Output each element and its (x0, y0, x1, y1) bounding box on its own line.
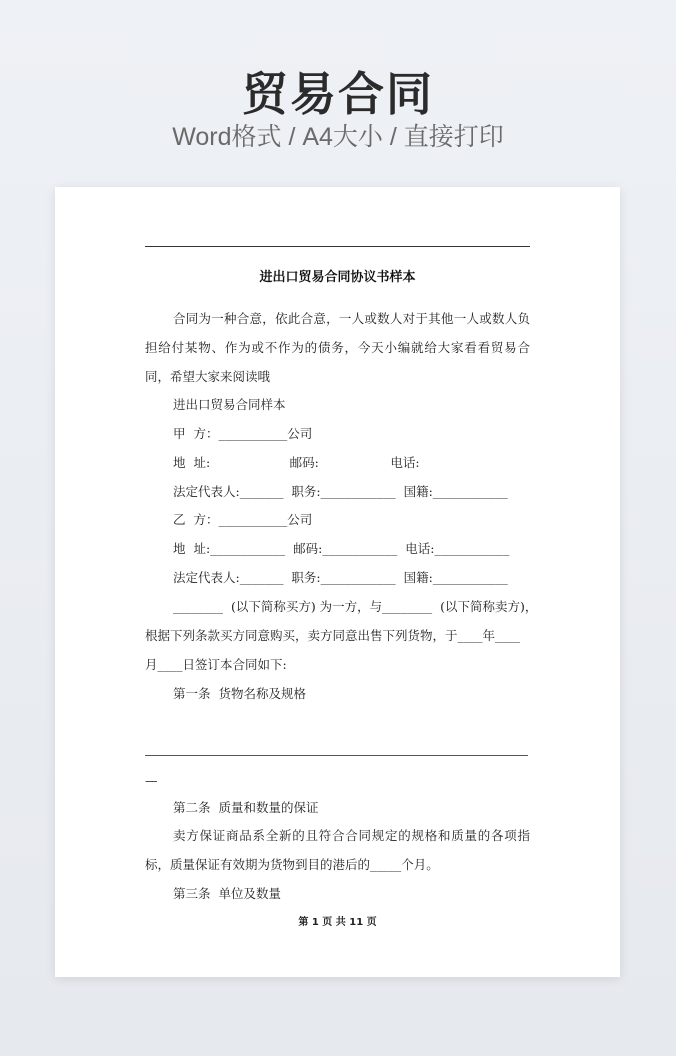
party-b-rep-line: 法定代表人:_______ 职务:____________ 国籍:____________ (173, 570, 508, 585)
trailing-dash: — (145, 773, 158, 788)
article-3-heading: 第三条 单位及数量 (173, 886, 281, 901)
party-a-address-line: 地 址: 邮码: 电话: (173, 455, 420, 470)
agreement-line-2: 根据下列条款买方同意购买，卖方同意出售下列货物，于____年____ (145, 628, 521, 643)
party-a-line: 甲 方：___________公司 (173, 426, 313, 441)
document-title: 进出口贸易合同协议书样本 (259, 270, 416, 285)
hero-title: 贸易合同 (242, 67, 434, 121)
fill-in-rule (145, 755, 528, 756)
hero-subtitle: Word格式 / A4大小 / 直接打印 (172, 123, 504, 151)
party-b-address-line: 地 址:____________ 邮码:____________ 电话:____________ (173, 541, 510, 556)
page-footer: 第 1 页 共 11 页 (298, 917, 377, 928)
party-b-line: 乙 方：___________公司 (173, 512, 313, 527)
article-1-heading: 第一条 货物名称及规格 (173, 686, 306, 701)
top-rule (145, 246, 530, 247)
agreement-line-1: ________ (以下简称买方) 为一方，与________ (以下简称卖方)， (173, 599, 538, 614)
intro-paragraph: 合同为一种合意，依此合意，一人或数人对于其他一人或数人负担给付某物、作为或不作为的债务，今天小编就给大家看看贸易合同，希望大家来阅读哦 (145, 311, 530, 384)
article-2-heading: 第二条 质量和数量的保证 (173, 800, 319, 815)
article-2-body: 卖方保证商品系全新的且符合合同规定的规格和质量的各项指标，质量保证有效期为货物到目的港后的_____个月。 (145, 828, 530, 872)
party-a-rep-line: 法定代表人:_______ 职务:____________ 国籍:____________ (173, 484, 508, 499)
agreement-line-3: 月____日签订本合同如下: (145, 657, 287, 672)
sample-heading: 进出口贸易合同样本 (173, 397, 286, 412)
